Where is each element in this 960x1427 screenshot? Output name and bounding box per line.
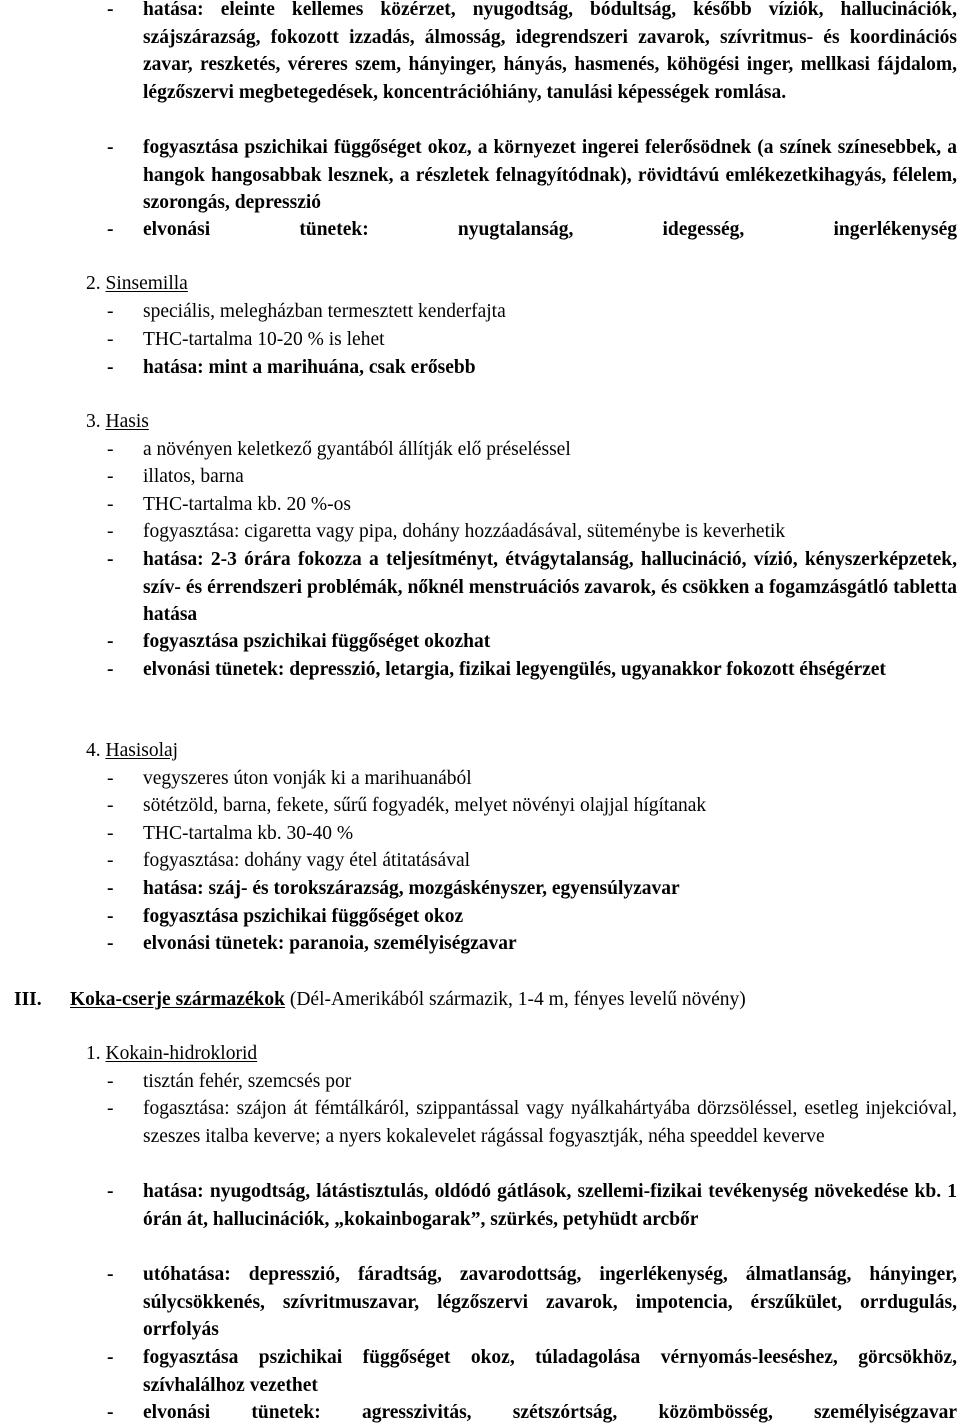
list-item: - fogyasztása pszichikai függőséget okozhat	[107, 628, 957, 656]
list-item: - elvonási tünetek: agresszivitás, szétszórtság, közömbösség, személyiségzavar	[107, 1399, 957, 1427]
list-item-text: speciális, melegházban termesztett kenderfajta	[143, 301, 506, 322]
subheading-number: 3.	[86, 411, 101, 432]
list-item-text: fogyasztása: dohány vagy étel átitatásával	[143, 850, 471, 871]
list-item-text: elvonási tünetek: paranoia, személyiségzavar	[143, 933, 517, 954]
list-item: - elvonási tünetek: depresszió, letargia, fizikai legyengülés, ugyanakkor fokozott éhségérzet	[107, 656, 957, 684]
list-item-text: THC-tartalma kb. 30-40 %	[143, 823, 354, 844]
list-item-text: fogyasztása pszichikai függőséget okoz	[143, 906, 464, 927]
list-item-text: hatása: száj- és torokszárazság, mozgáskényszer, egyensúlyzavar	[143, 878, 680, 899]
list-item: - fogasztása: szájon át fémtálkáról, szippantással vagy nyálkahártyába dörzsöléssel, esetleg injekcióval, szeszes italba keverve; a nyers kokalevelet rágással fogyasztják, néha speeddel keverve	[107, 1095, 957, 1150]
subheading-title: Hasisolaj	[105, 740, 179, 761]
list-item-text: fogyasztása pszichikai függőséget okoz, túladagolása vérnyomás-leeséshez, görcsökhöz, szívhalálhoz vezethet	[143, 1347, 957, 1396]
list-item: - utóhatása: depresszió, fáradtság, zavarodottság, ingerlékenység, álmatlanság, hányinger, súlycsökkenés, szívritmuszavar, légzőszervi zavarok, impotencia, érszűkület, orrdugulás, orrfolyás	[107, 1261, 957, 1344]
list-item: - hatása: mint a marihuána, csak erősebb	[107, 354, 957, 382]
list-item-text: hatása: eleinte kellemes közérzet, nyugodtság, bódultság, később víziók, hallucinációk, szájszárazság, fokozott izzadás, álmosság, idegrendszeri zavarok, szívritmus- és koordinációs zavar, reszketés, véreres szem, hányinger, hányás, hasmenés, köhögési inger, mellkasi fájdalom, légzőszervi megbetegedések, koncentrációhiány, tanulási képességek romlása.	[143, 0, 957, 103]
list-item: - THC-tartalma 10-20 % is lehet	[107, 326, 957, 354]
list-item: - sötétzöld, barna, fekete, sűrű fogyadék, melyet növényi olajjal hígítanak	[107, 792, 957, 820]
list-item-text: elvonási tünetek: depresszió, letargia, fizikai legyengülés, ugyanakkor fokozott éhségérzet	[143, 659, 886, 680]
subheading-number: 4.	[86, 740, 101, 761]
list-item: - vegyszeres úton vonják ki a marihuanából	[107, 765, 957, 793]
list-item-text: hatása: nyugodtság, látástisztulás, oldódó gátlások, szellemi-fizikai tevékenység növekedése kb. 1 órán át, hallucinációk, „kokainbogarak”, szürkés, petyhüdt arcbőr	[143, 1181, 957, 1230]
list-item-text: elvonási tünetek: nyugtalanság, idegesség, ingerlékenység	[143, 219, 957, 240]
list-item: - THC-tartalma kb. 30-40 %	[107, 820, 957, 848]
list-item-text: fogasztása: szájon át fémtálkáról, szippantással vagy nyálkahártyába dörzsöléssel, esetleg injekcióval, szeszes italba keverve; a nyers kokalevelet rágással fogyasztják, néha speeddel keverve	[143, 1098, 957, 1147]
list-item-text: fogyasztása pszichikai függőséget okozhat	[143, 631, 491, 652]
list-item-text: illatos, barna	[143, 466, 244, 487]
list-item-text: THC-tartalma kb. 20 %-os	[143, 494, 351, 515]
list-item: - fogyasztása pszichikai függőséget okoz	[107, 903, 957, 931]
subheading-kokain	[86, 1040, 257, 1068]
subheading-hasisolaj	[86, 737, 178, 765]
list-item-text: THC-tartalma 10-20 % is lehet	[143, 329, 385, 350]
subheading-number: 1.	[86, 1043, 101, 1064]
list-item: - hatása: eleinte kellemes közérzet, nyugodtság, bódultság, később víziók, hallucinációk, szájszárazság, fokozott izzadás, álmosság, idegrendszeri zavarok, szívritmus- és koordinációs zavar, reszketés, véreres szem, hányinger, hányás, hasmenés, köhögési inger, mellkasi fájdalom, légzőszervi megbetegedések, koncentrációhiány, tanulási képességek romlása.	[107, 0, 957, 106]
list-item: - fogyasztása pszichikai függőséget okoz, a környezet ingerei felerősödnek (a színek színesebbek, a hangok hangosabbak lesznek, a részletek felnagyítódnak), rövidtávú emlékezetkihagyás, félelem, szorongás, depresszió	[107, 134, 957, 217]
list-item: - speciális, melegházban termesztett kenderfajta	[107, 298, 957, 326]
subheading-hasis	[86, 408, 149, 436]
section-title-line	[70, 986, 746, 1014]
subheading-title: Kokain-hidroklorid	[105, 1043, 258, 1064]
list-item: - fogyasztása: dohány vagy étel átitatásával	[107, 847, 957, 875]
subheading-sinsemilla	[86, 270, 188, 298]
list-item: - fogyasztása pszichikai függőséget okoz, túladagolása vérnyomás-leeséshez, görcsökhöz, szívhalálhoz vezethet	[107, 1344, 957, 1399]
list-item: - elvonási tünetek: nyugtalanság, idegesség, ingerlékenység	[107, 216, 957, 244]
subheading-title: Sinsemilla	[105, 273, 188, 294]
list-item-text: vegyszeres úton vonják ki a marihuanából	[143, 768, 472, 789]
list-item: - illatos, barna	[107, 463, 957, 491]
list-item: - hatása: 2-3 órára fokozza a teljesítményt, étvágytalanság, hallucináció, vízió, kényszerképzetek, szív- és érrendszeri problémák, nőknél menstruációs zavarok, és csökken a fogamzásgátló tabletta hatása	[107, 546, 957, 629]
list-item: - a növényen keletkező gyantából állítják elő préseléssel	[107, 436, 957, 464]
list-item-text: tisztán fehér, szemcsés por	[143, 1071, 352, 1092]
list-item-text: sötétzöld, barna, fekete, sűrű fogyadék, melyet növényi olajjal hígítanak	[143, 795, 707, 816]
list-item: - hatása: száj- és torokszárazság, mozgáskényszer, egyensúlyzavar	[107, 875, 957, 903]
list-item-text: fogyasztása pszichikai függőséget okoz, a környezet ingerei felerősödnek (a színek színesebbek, a hangok hangosabbak lesznek, a részletek felnagyítódnak), rövidtávú emlékezetkihagyás, félelem, szorongás, depresszió	[143, 137, 957, 214]
list-item: - tisztán fehér, szemcsés por	[107, 1068, 957, 1096]
list-item-text: elvonási tünetek: agresszivitás, szétszórtság, közömbösség, személyiségzavar	[143, 1402, 957, 1423]
subheading-title: Hasis	[105, 411, 149, 432]
list-item: - hatása: nyugodtság, látástisztulás, oldódó gátlások, szellemi-fizikai tevékenység növekedése kb. 1 órán át, hallucinációk, „kokainbogarak”, szürkés, petyhüdt arcbőr	[107, 1178, 957, 1233]
list-item: - elvonási tünetek: paranoia, személyiségzavar	[107, 930, 957, 958]
list-item: - fogyasztása: cigaretta vagy pipa, dohány hozzáadásával, süteménybe is keverhetik	[107, 518, 957, 546]
section-heading	[0, 986, 960, 1014]
list-item: - THC-tartalma kb. 20 %-os	[107, 491, 957, 519]
list-item-text: a növényen keletkező gyantából állítják elő préseléssel	[143, 439, 571, 460]
section-number: III.	[14, 989, 42, 1010]
list-item-text: fogyasztása: cigaretta vagy pipa, dohány hozzáadásával, süteménybe is keverhetik	[143, 521, 786, 542]
subheading-number: 2.	[86, 273, 101, 294]
list-item-text: utóhatása: depresszió, fáradtság, zavarodottság, ingerlékenység, álmatlanság, hányinger, súlycsökkenés, szívritmuszavar, légzőszervi zavarok, impotencia, érszűkület, orrdugulás, orrfolyás	[143, 1264, 957, 1341]
list-item-text: hatása: 2-3 órára fokozza a teljesítményt, étvágytalanság, hallucináció, vízió, kényszerképzetek, szív- és érrendszeri problémák, nőknél menstruációs zavarok, és csökken a fogamzásgátló tabletta hatása	[143, 549, 957, 626]
section-subtitle: (Dél-Amerikából származik, 1-4 m, fényes levelű növény)	[289, 989, 746, 1010]
list-item-text: hatása: mint a marihuána, csak erősebb	[143, 357, 476, 378]
section-title: Koka-cserje származékok	[70, 989, 285, 1010]
